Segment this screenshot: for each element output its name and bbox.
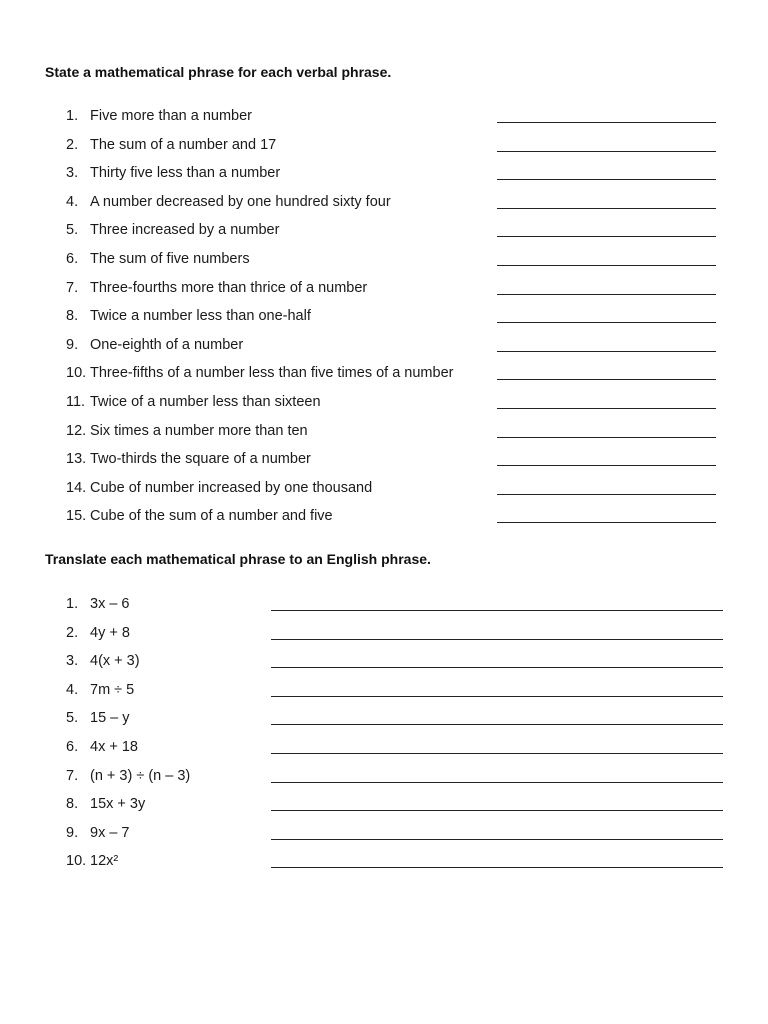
item-number: 8. [66,308,79,325]
list-item [0,421,768,450]
item-phrase: The sum of five numbers [90,250,250,267]
list-item [0,220,768,249]
item-phrase: The sum of a number and 17 [90,136,277,153]
list-item [0,737,768,766]
item-phrase: 3x – 6 [90,596,130,612]
answer-line[interactable] [497,151,716,152]
item-number: 3. [66,165,79,182]
answer-line[interactable] [271,839,723,840]
item-phrase: A number decreased by one hundred sixty four [90,193,391,210]
list-item [0,163,768,192]
section1-heading: State a mathematical phrase for each verbal phrase. [45,64,392,80]
item-phrase: Twice a number less than one-half [90,308,311,325]
answer-line[interactable] [497,494,716,495]
item-number: 6. [66,738,79,755]
section2-heading: Translate each mathematical phrase to an English phrase. [45,551,431,567]
item-phrase: Cube of number increased by one thousand [90,479,373,496]
list-item [0,478,768,507]
item-phrase: Three-fourths more than thrice of a number [90,279,368,296]
item-phrase: Thirty five less than a number [90,165,281,182]
answer-line[interactable] [497,322,716,323]
list-item [0,335,768,364]
item-phrase: Three-fifths of a number less than five times of a number [90,365,454,382]
item-number: 7. [66,279,79,296]
item-number: 6. [66,250,79,267]
answer-line[interactable] [497,236,716,237]
item-phrase: One-eighth of a number [90,336,244,353]
item-number: 1. [66,108,79,124]
item-number: 15. [66,508,87,525]
item-phrase: (n + 3) ÷ (n – 3) [90,767,191,784]
list-item [0,594,768,623]
math-phrase-list [0,594,768,880]
item-number: 8. [66,796,79,813]
item-phrase: 4(x + 3) [90,653,140,670]
answer-line[interactable] [497,437,716,438]
item-number: 12. [66,422,87,439]
item-phrase: Five more than a number [90,108,252,124]
list-item [0,851,768,880]
item-number: 9. [66,336,79,353]
item-phrase: 15x + 3y [90,796,146,813]
item-phrase: 4y + 8 [90,624,130,641]
answer-line[interactable] [271,867,723,868]
item-number: 11. [66,393,86,410]
answer-line[interactable] [271,753,723,754]
item-number: 7. [66,767,79,784]
list-item [0,249,768,278]
answer-line[interactable] [497,351,716,352]
item-phrase: 9x – 7 [90,824,130,841]
item-number: 10. [66,853,87,870]
item-number: 4. [66,193,79,210]
answer-line[interactable] [271,782,723,783]
answer-line[interactable] [271,696,723,697]
item-number: 2. [66,136,79,153]
verbal-phrase-list [0,106,768,535]
answer-line[interactable] [497,379,716,380]
item-number: 10. [66,365,87,382]
item-number: 4. [66,681,79,698]
item-phrase: Two-thirds the square of a number [90,451,311,468]
answer-line[interactable] [497,522,716,523]
list-item [0,794,768,823]
item-number: 3. [66,653,79,670]
item-phrase: 12x² [90,853,119,870]
list-item [0,506,768,535]
list-item [0,680,768,709]
answer-line[interactable] [497,408,716,409]
answer-line[interactable] [271,667,723,668]
item-number: 14. [66,479,87,496]
list-item [0,449,768,478]
item-phrase: Six times a number more than ten [90,422,308,439]
item-phrase: 4x + 18 [90,738,138,755]
answer-line[interactable] [497,208,716,209]
list-item [0,651,768,680]
list-item [0,392,768,421]
item-number: 13. [66,451,87,468]
answer-line[interactable] [497,122,716,123]
answer-line[interactable] [271,810,723,811]
list-item [0,766,768,795]
item-number: 1. [66,596,79,612]
item-phrase: 7m ÷ 5 [90,681,135,698]
list-item [0,623,768,652]
item-phrase: Cube of the sum of a number and five [90,508,333,525]
answer-line[interactable] [497,179,716,180]
answer-line[interactable] [497,465,716,466]
list-item [0,708,768,737]
list-item [0,278,768,307]
item-phrase: 15 – y [90,710,130,727]
answer-line[interactable] [271,610,723,611]
answer-line[interactable] [271,639,723,640]
list-item [0,363,768,392]
answer-line[interactable] [497,265,716,266]
item-phrase: Three increased by a number [90,222,280,239]
list-item [0,306,768,335]
list-item [0,106,768,135]
list-item [0,135,768,164]
item-phrase: Twice of a number less than sixteen [90,393,321,410]
item-number: 2. [66,624,79,641]
answer-line[interactable] [271,724,723,725]
item-number: 5. [66,222,79,239]
list-item [0,823,768,852]
item-number: 5. [66,710,79,727]
list-item [0,192,768,221]
answer-line[interactable] [497,294,716,295]
item-number: 9. [66,824,79,841]
